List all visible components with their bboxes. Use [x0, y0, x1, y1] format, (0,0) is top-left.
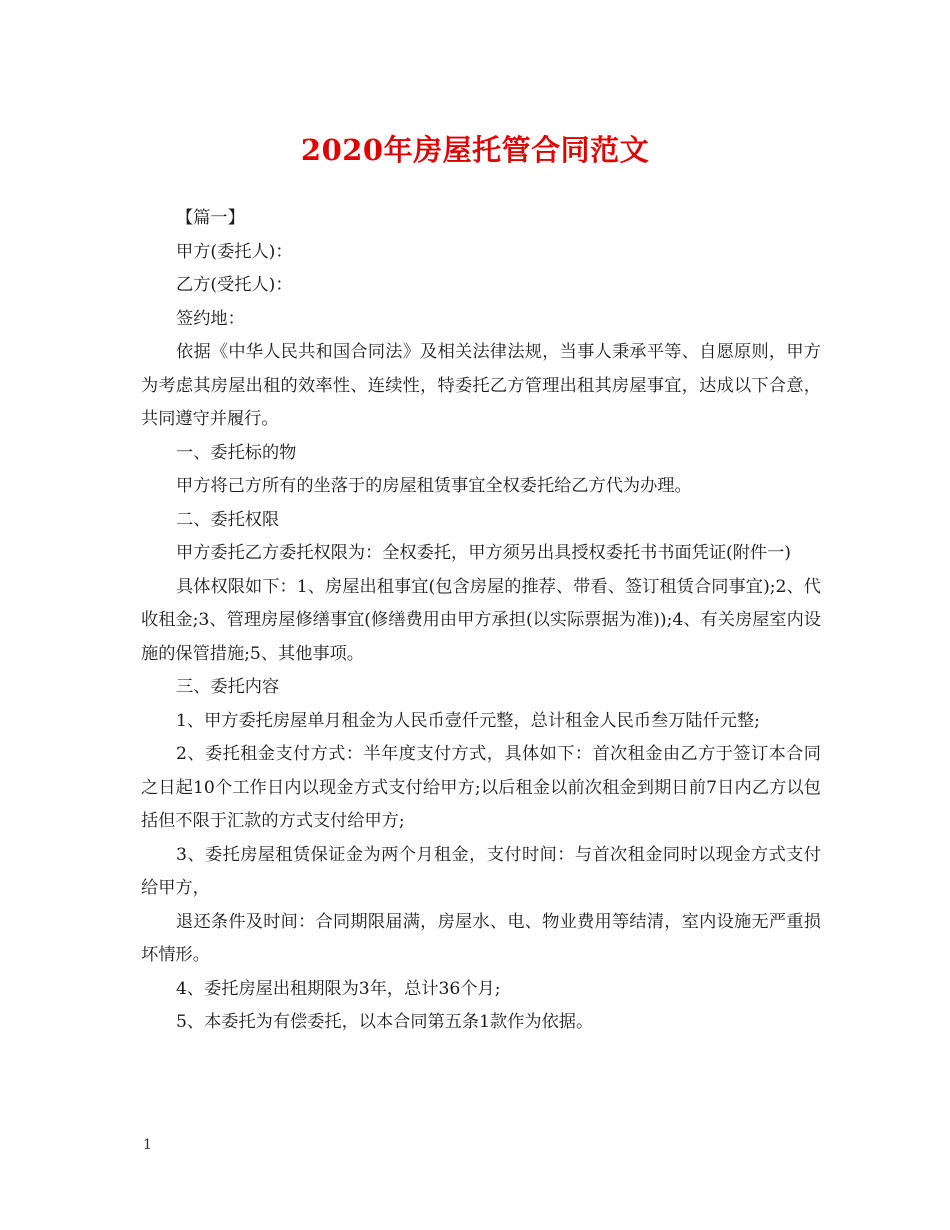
party-b-line: 乙方(受托人)： — [176, 275, 293, 295]
content-item-1: 1、甲方委托房屋单月租金为人民币壹仟元整，总计租金人民币叁万陆仟元整; — [176, 710, 760, 731]
authority-details-paragraph: 具体权限如下：1、房屋出租事宜(包含房屋的推荐、带看、签订租赁合同事宜);2、代收租金;3、管理房屋修缮事宜(修缮费用由甲方承担(以实际票据为准));4、有关房屋室内设施的保管措施;5、其他事项。 — [141, 576, 821, 664]
subject-paragraph: 甲方将己方所有的坐落于的房屋租赁事宜全权委托给乙方代为办理。 — [176, 476, 692, 496]
document-body — [141, 202, 821, 1040]
authority-paragraph: 甲方委托乙方委托权限为：全权委托，甲方须另出具授权委托书书面凭证(附件一) — [176, 543, 791, 563]
clause-heading-subject: 一、委托标的物 — [176, 442, 297, 463]
clause-heading-content: 三、委托内容 — [176, 677, 280, 697]
refund-conditions-paragraph: 退还条件及时间：合同期限届满，房屋水、电、物业费用等结清，室内设施无严重损坏情形。 — [141, 911, 821, 965]
content-item-5: 5、本委托为有偿委托，以本合同第五条1款作为依据。 — [176, 1012, 594, 1032]
document-title: 2020年房屋托管合同范文 — [300, 133, 650, 167]
content-item-3: 3、委托房屋租赁保证金为两个月租金，支付时间：与首次租金同时以现金方式支付给甲方， — [141, 844, 821, 898]
clause-heading-authority: 二、委托权限 — [176, 509, 280, 530]
party-a-line: 甲方(委托人)： — [176, 241, 293, 262]
page-number: 1 — [143, 1137, 152, 1153]
content-item-4: 4、委托房屋出租期限为3年，总计36个月; — [176, 978, 501, 999]
signing-place-line: 签约地： — [176, 308, 245, 329]
content-item-2: 2、委托租金支付方式：半年度支付方式，具体如下：首次租金由乙方于签订本合同之日起10个工作日内以现金方式支付给甲方;以后租金以前次租金到期日前7日内乙方以包括但不限于汇款的方式支付给甲方; — [141, 744, 821, 831]
preamble-paragraph: 依据《中华人民共和国合同法》及相关法律法规，当事人秉承平等、自愿原则，甲方为考虑其房屋出租的效率性、连续性，特委托乙方管理出租其房屋事宜，达成以下合意，共同遵守并履行。 — [141, 342, 821, 429]
section-heading-part-one: 【篇一】 — [176, 208, 245, 228]
